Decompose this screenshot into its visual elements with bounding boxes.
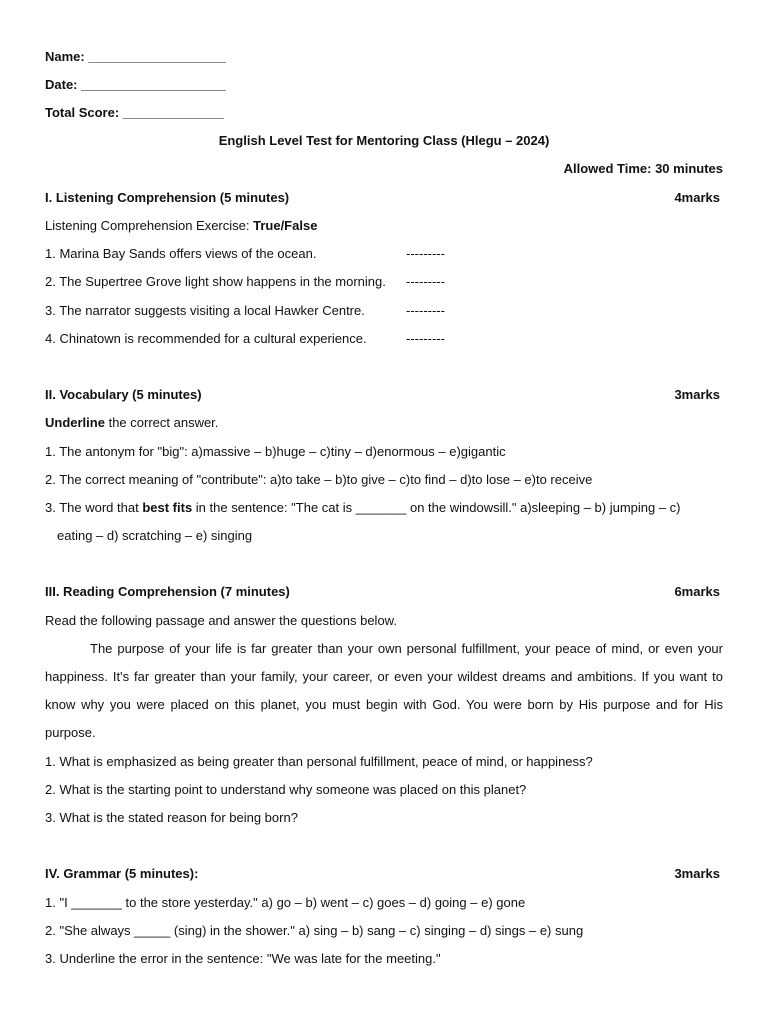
grammar-heading: IV. Grammar (5 minutes): — [45, 866, 199, 881]
reading-instruction: Read the following passage and answer the questions below. — [45, 613, 397, 628]
date-field-label: Date: ____________________ — [45, 77, 226, 92]
vocabulary-item-2: 2. The correct meaning of "contribute": a)to take – b)to give – c)to find – d)to lose – e)to receive — [45, 472, 593, 487]
listening-item-1: 1. Marina Bay Sands offers views of the ocean. — [45, 246, 317, 261]
listening-item-4: 4. Chinatown is recommended for a cultural experience. — [45, 331, 367, 346]
vocabulary-instruction-text: the correct answer. — [104, 415, 219, 430]
vocabulary-heading: II. Vocabulary (5 minutes) — [45, 387, 202, 402]
reading-passage-line-2: happiness. It's far greater than your family, your career, or even your wildest dreams and ambitions. If you want to — [45, 669, 723, 684]
vocabulary-item-3-rest: in the sentence: "The cat is _______ on the windowsill." a)sleeping – b) jumping – c) — [192, 500, 681, 515]
vocabulary-instruction-bold: Underline — [45, 415, 105, 430]
grammar-item-2: 2. "She always _____ (sing) in the shower." a) sing – b) sang – c) singing – d) sings – e) sung — [45, 923, 584, 938]
total-score-label: Total Score: ______________ — [45, 105, 224, 120]
listening-answer-blank-2: --------- — [406, 274, 445, 289]
vocabulary-item-3-continued: eating – d) scratching – e) singing — [57, 528, 253, 543]
listening-instruction-bold: True/False — [253, 218, 318, 233]
vocabulary-item-1: 1. The antonym for "big": a)massive – b)huge – c)tiny – d)enormous – e)gigantic — [45, 444, 506, 459]
listening-instruction — [45, 218, 723, 234]
reading-passage-line-1: The purpose of your life is far greater than your own personal fulfillment, your peace of mind, or even your — [90, 641, 723, 656]
listening-answer-blank-3: --------- — [406, 303, 445, 318]
reading-question-2: 2. What is the starting point to understand why someone was placed on this planet? — [45, 782, 527, 797]
listening-answer-blank-1: --------- — [406, 246, 445, 261]
vocabulary-item-3-prefix: 3. The word that — [45, 500, 143, 515]
listening-answer-blank-4: --------- — [406, 331, 445, 346]
reading-question-3: 3. What is the stated reason for being born? — [45, 810, 298, 825]
name-field-label: Name: ___________________ — [45, 49, 226, 64]
reading-passage-line-3: know why you were placed on this planet, you must begin with God. You were born by His purpose and for His — [45, 697, 723, 712]
listening-instruction-text: Listening Comprehension Exercise: — [45, 218, 254, 233]
listening-item-2: 2. The Supertree Grove light show happens in the morning. — [45, 274, 386, 289]
test-title: English Level Test for Mentoring Class (Hlegu – 2024) — [218, 133, 550, 148]
reading-heading: III. Reading Comprehension (7 minutes) — [45, 584, 290, 599]
reading-marks: 6marks — [674, 584, 720, 599]
grammar-item-1: 1. "I _______ to the store yesterday." a) go – b) went – c) goes – d) going – e) gone — [45, 895, 526, 910]
vocabulary-item-3 — [45, 500, 723, 516]
allowed-time: Allowed Time: 30 minutes — [563, 161, 723, 176]
grammar-marks: 3marks — [674, 866, 720, 881]
vocabulary-instruction — [45, 415, 723, 431]
vocabulary-marks: 3marks — [674, 387, 720, 402]
listening-item-3: 3. The narrator suggests visiting a local Hawker Centre. — [45, 303, 365, 318]
vocabulary-item-3-bold: best fits — [142, 500, 193, 515]
reading-passage-line-4: purpose. — [45, 725, 96, 740]
listening-marks: 4marks — [674, 190, 720, 205]
reading-question-1: 1. What is emphasized as being greater than personal fulfillment, peace of mind, or happiness? — [45, 754, 593, 769]
listening-heading: I. Listening Comprehension (5 minutes) — [45, 190, 290, 205]
grammar-item-3: 3. Underline the error in the sentence: "We was late for the meeting." — [45, 951, 441, 966]
